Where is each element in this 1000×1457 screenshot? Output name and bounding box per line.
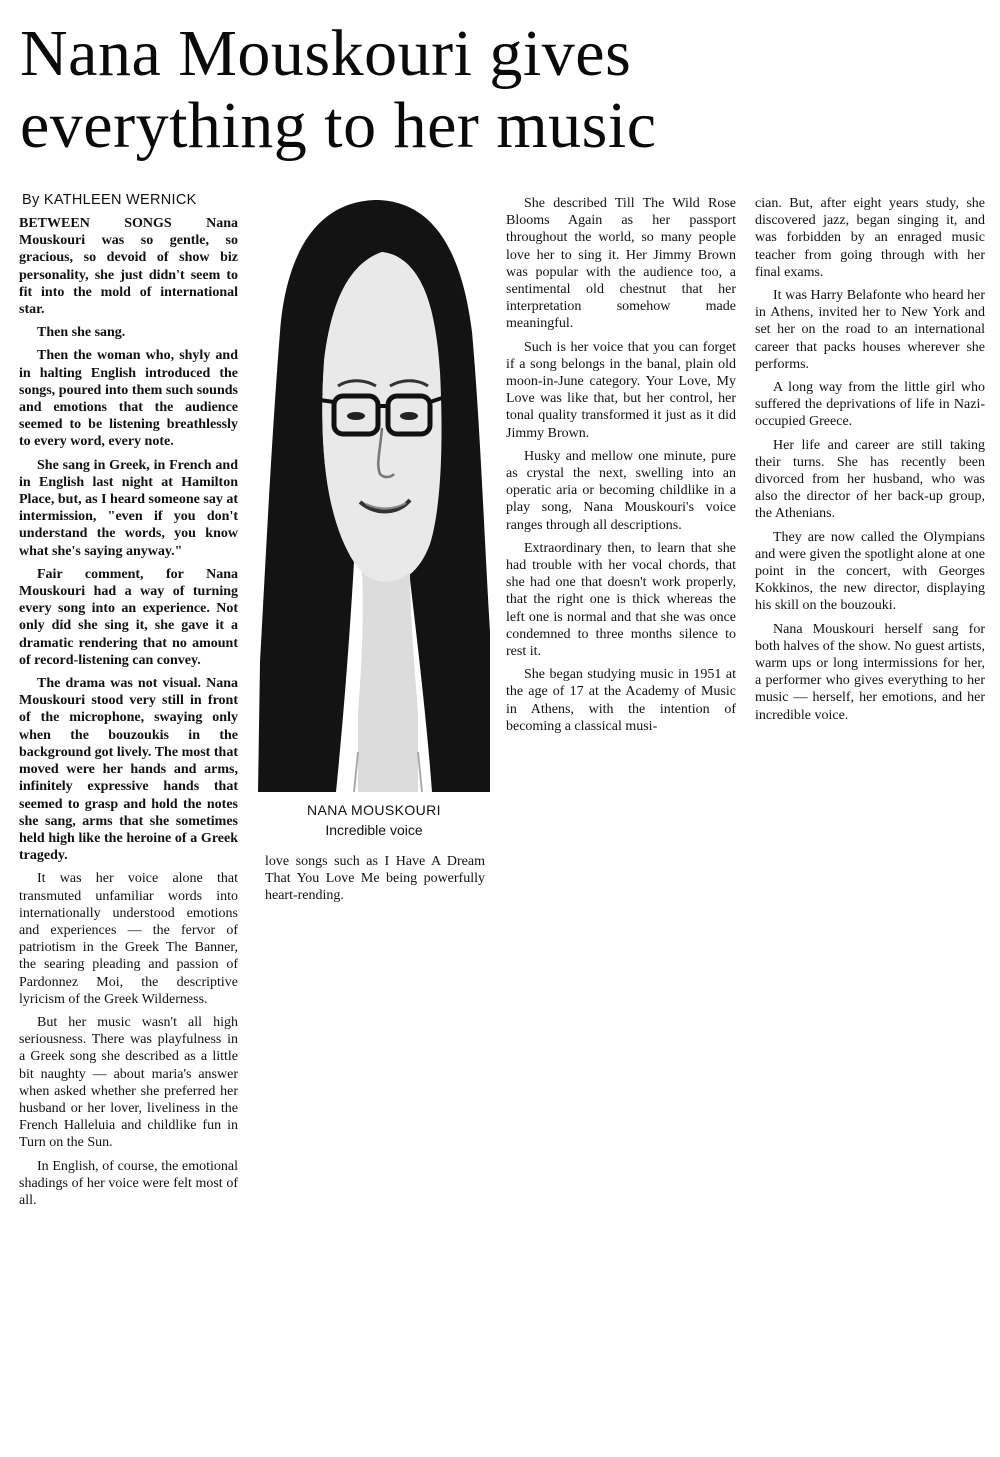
paragraph: It was Harry Belafonte who heard her in Athens, invited her to New York and set her on the road to an international career that packs houses wherever she performs. xyxy=(755,288,985,372)
paragraph: Then she sang. xyxy=(37,325,126,341)
headline-line-2: everything to her music xyxy=(20,89,657,162)
paragraph: cian. But, after eight years study, she discovered jazz, began singing it, and was forbidden by an enraged music teacher from going through with her final exams. xyxy=(755,196,985,280)
byline: By KATHLEEN WERNICK xyxy=(22,192,197,208)
paragraph: Fair comment, for Nana Mouskouri had a way of turning every song into an experience. Not only did she sing it, she gave it a dramatic rendering that no amount of record-listening can convey. xyxy=(19,566,238,668)
paragraph: Her life and career are still taking their turns. She has recently been divorced from her husband, who was also the director of her back-up group, the Athenians. xyxy=(755,437,985,522)
paragraph: It was her voice alone that transmuted unfamiliar words into internationally understood emotions and experiences — the fervor of patriotism in the Greek The Banner, the searing pleading and passion of Pardonnez Moi, the descriptive lyricism of the Greek Wilderness. xyxy=(19,871,238,1007)
headline xyxy=(20,18,990,162)
headline-line-1: Nana Mouskouri gives xyxy=(20,17,632,90)
paragraph: She described Till The Wild Rose Blooms Again as her passport throughout the world, so many people love her to sing it. Her Jimmy Brown was popular with the audience too, a sentimental old chestnut that her interpretation somehow made meaningful. xyxy=(506,196,736,332)
paragraph: She sang in Greek, in French and in English last night at Hamilton Place, but, as I heard someone say at intermission, "even if you don't understand the words, you know what she's saying anyway." xyxy=(19,457,238,559)
paragraph: Husky and mellow one minute, pure as crystal the next, swelling into an operatic aria or becoming childlike in a play song, Nana Mouskouri's voice ranges through all descriptions. xyxy=(506,448,736,533)
paragraph: Nana Mouskouri herself sang for both halves of the show. No guest artists, warm ups or long intermissions for her, a performer who gives everything to her music — herself, her emotions, and her incredible voice. xyxy=(755,621,985,723)
caption-subtitle: Incredible voice xyxy=(325,822,423,838)
paragraph: But her music wasn't all high seriousness. There was playfulness in a Greek song she described as a little bit naughty — about maria's answer when asked whether she preferred her husband or her lover, liveliness in the French Halleluia and childlike fun in Turn on the Sun. xyxy=(19,1014,238,1151)
article-column-2 xyxy=(265,853,485,911)
paragraph: A long way from the little girl who suffered the deprivations of life in Nazi-occupied Greece. xyxy=(755,380,985,430)
paragraph: They are now called the Olympians and were given the spotlight alone at one point in the concert, with Georges Kokkinos, the new director, displaying his skill on the bouzouki. xyxy=(755,529,985,614)
paragraph: Extraordinary then, to learn that she had trouble with her vocal chords, that she had one that doesn't work properly, that the right one is thick whereas the left one is normal and that she was once condemned to three months silence to rest it. xyxy=(506,540,736,660)
paragraph: She began studying music in 1951 at the age of 17 at the Academy of Music in Athens, with the intention of becoming a classical musi- xyxy=(506,667,736,734)
paragraph: In English, of course, the emotional shadings of her voice were felt most of all. xyxy=(19,1158,238,1208)
article-column-1 xyxy=(19,215,238,1215)
paragraph: The drama was not visual. Nana Mouskouri stood very still in front of the microphone, swaying only when the bouzoukis in the background got lively. The most that moved were her hands and arms, infinitely expressive hands that seemed to grasp and hold the notes she sang, arms that she sometimes held high like the heroine of a Greek tragedy. xyxy=(19,676,238,864)
article-column-3 xyxy=(506,195,736,741)
paragraph: BETWEEN SONGS Nana Mouskouri was so gentle, so gracious, so devoid of show biz personality, she just didn't seem to fit into the mold of international star. xyxy=(19,216,238,318)
portrait-image xyxy=(258,192,490,792)
portrait-photo xyxy=(258,192,490,792)
article-column-4 xyxy=(755,195,985,730)
paragraph: love songs such as I Have A Dream That You Love Me being powerfully heart-rending. xyxy=(265,854,485,904)
photo-caption xyxy=(258,800,490,840)
caption-name: NANA MOUSKOURI xyxy=(307,802,441,818)
paragraph: Such is her voice that you can forget if a song belongs in the banal, plain old moon-in-June category. Your Love, My Love was like that, but her control, her tonal quality transformed it just as it did Jimmy Brown. xyxy=(506,339,736,441)
paragraph: Then the woman who, shyly and in halting English introduced the songs, poured into them such sounds and emotions that the audience seemed to be listening breathlessly to every word, every note. xyxy=(19,348,238,450)
